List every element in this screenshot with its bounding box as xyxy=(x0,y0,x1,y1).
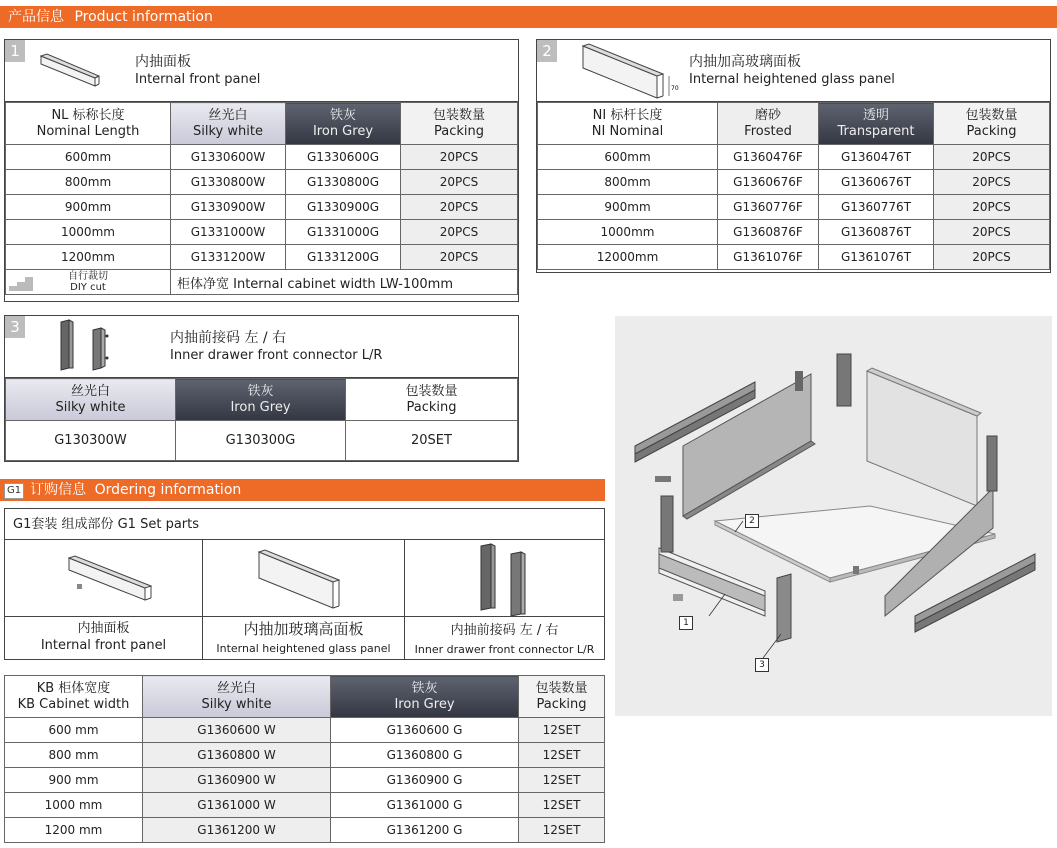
col-header: KB 柜体宽度 KB Cabinet width xyxy=(5,676,143,718)
glass-panel-part-icon xyxy=(255,548,345,612)
ordering-title-en: Ordering information xyxy=(94,482,242,498)
panel2-number: 2 xyxy=(537,40,557,62)
diy-cut-icon xyxy=(9,273,33,291)
set-parts-row xyxy=(5,540,604,659)
table-row: 600mm G1330600W G1330600G 20PCS xyxy=(6,145,518,170)
col-header: NL 标称长度 Nominal Length xyxy=(6,103,171,145)
panel3-title-cn: 内抽前接码 左 / 右 xyxy=(170,330,287,346)
diy-row xyxy=(6,270,518,295)
panel3-title-en: Inner drawer front connector L/R xyxy=(170,348,383,363)
table-row: 12000mm G1361076F G1361076T 20PCS xyxy=(538,245,1050,270)
table-row: 1000mm G1331000W G1331000G 20PCS xyxy=(6,220,518,245)
panel-front-connector xyxy=(4,315,519,462)
set-parts-panel xyxy=(4,508,605,660)
table-row: 600mm G1360476F G1360476T 20PCS xyxy=(538,145,1050,170)
col-header-silky: 丝光白 Silky white xyxy=(171,103,286,145)
set-part-connector xyxy=(405,540,604,659)
table-row: 800mm G1360676F G1360676T 20PCS xyxy=(538,170,1050,195)
table-row: 1000mm G1360876F G1360876T 20PCS xyxy=(538,220,1050,245)
table-header-row xyxy=(538,103,1050,145)
set-parts-title: G1套装 组成部份 G1 Set parts xyxy=(5,509,604,540)
product-info-header xyxy=(0,6,1057,28)
glass-panel-illustration-icon xyxy=(577,42,677,100)
col-header-iron: 铁灰 Iron Grey xyxy=(286,103,401,145)
table-row: 600 mm G1360600 W G1360600 G 12SET xyxy=(5,718,605,743)
table-row: 900 mm G1360900 W G1360900 G 12SET xyxy=(5,768,605,793)
panel2-title-cn: 内抽加高玻璃面板 xyxy=(689,54,801,70)
connector-part-icon xyxy=(473,544,537,616)
part-label-cn: 内抽面板 xyxy=(77,621,130,636)
col-header-packing: 包装数量 Packing xyxy=(346,379,518,421)
part-label-en: Internal heightened glass panel xyxy=(216,642,391,655)
panel-heightened-glass-panel xyxy=(536,39,1051,273)
part-label-cn: 内抽前接码 左 / 右 xyxy=(450,623,559,638)
ordering-title-cn: 订购信息 xyxy=(30,482,87,498)
table-row: 1200mm G1331200W G1331200G 20PCS xyxy=(6,245,518,270)
col-header-silky: 丝光白 Silky white xyxy=(143,676,331,718)
table-row: 1200 mm G1361200 W G1361200 G 12SET xyxy=(5,818,605,843)
front-panel-illustration-icon xyxy=(37,48,103,92)
col-header-packing: 包装数量 Packing xyxy=(519,676,605,718)
diy-cell: 自行裁切 DIY cut xyxy=(6,270,171,295)
table-row: 800mm G1330800W G1330800G 20PCS xyxy=(6,170,518,195)
callout-2: 2 xyxy=(745,514,759,528)
drawer-assembly-icon xyxy=(615,316,1052,716)
col-header-iron: 铁灰 Iron Grey xyxy=(176,379,346,421)
callout-1: 1 xyxy=(679,616,693,630)
table-header-row xyxy=(6,379,518,421)
ordering-info-header xyxy=(0,479,605,501)
ordering-table xyxy=(4,675,605,843)
set-part-glass-panel xyxy=(203,540,405,659)
table-row: 1000 mm G1361000 W G1361000 G 12SET xyxy=(5,793,605,818)
header-title-en: Product information xyxy=(74,9,213,25)
panel1-table xyxy=(5,102,518,295)
connector-illustration-icon xyxy=(55,320,115,374)
panel1-number: 1 xyxy=(5,40,25,62)
panel3-table xyxy=(5,378,518,461)
col-header: NI 标杆长度 NI Nominal xyxy=(538,103,718,145)
panel2-title-en: Internal heightened glass panel xyxy=(689,72,895,87)
col-header-packing: 包装数量 Packing xyxy=(934,103,1050,145)
table-header-row xyxy=(6,103,518,145)
table-row: 900mm G1330900W G1330900G 20PCS xyxy=(6,195,518,220)
part-label-cn: 内抽加玻璃高面板 xyxy=(243,620,364,638)
panel2-table xyxy=(537,102,1050,270)
table-row: 900mm G1360776F G1360776T 20PCS xyxy=(538,195,1050,220)
dim-label: 70 xyxy=(671,85,679,92)
panel2-head xyxy=(537,40,1050,102)
col-header-packing: 包装数量 Packing xyxy=(401,103,518,145)
col-header-frosted: 磨砂 Frosted xyxy=(718,103,819,145)
header-title-cn: 产品信息 xyxy=(8,9,64,25)
col-header-transparent: 透明 Transparent xyxy=(819,103,934,145)
part-label-en: Internal front panel xyxy=(40,638,167,653)
table-row: 800 mm G1360800 W G1360800 G 12SET xyxy=(5,743,605,768)
callout-3: 3 xyxy=(755,658,769,672)
g1-badge: G1 xyxy=(4,483,24,499)
exploded-drawer-diagram xyxy=(615,316,1052,716)
set-part-front-panel xyxy=(5,540,203,659)
col-header-silky: 丝光白 Silky white xyxy=(6,379,176,421)
panel2-title xyxy=(689,53,895,89)
table-row: G130300W G130300G 20SET xyxy=(6,421,518,461)
panel3-title xyxy=(170,329,382,365)
panel1-head xyxy=(5,40,518,102)
col-header-iron: 铁灰 Iron Grey xyxy=(331,676,519,718)
panel1-title-en: Internal front panel xyxy=(135,72,261,87)
diy-note: 柜体净宽 Internal cabinet width LW-100mm xyxy=(171,270,518,295)
panel1-title-cn: 内抽面板 xyxy=(135,54,191,70)
table-header-row xyxy=(5,676,605,718)
panel3-number: 3 xyxy=(5,316,25,338)
part-label-en: Inner drawer front connector L/R xyxy=(414,643,595,656)
ordering-table-wrap xyxy=(4,675,605,843)
panel-internal-front-panel xyxy=(4,39,519,302)
panel3-head xyxy=(5,316,518,378)
panel1-title xyxy=(135,53,260,89)
front-panel-part-icon xyxy=(65,550,155,610)
